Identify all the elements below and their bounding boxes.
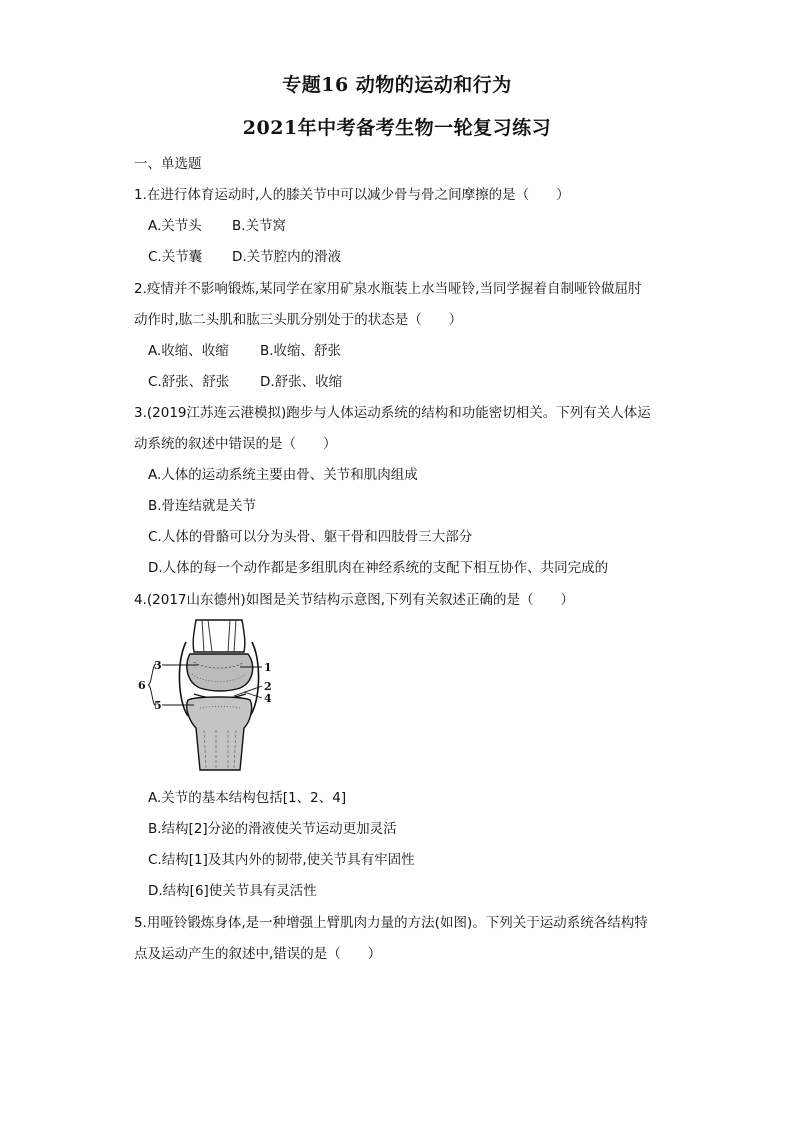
q3-option-b: B.骨连结就是关节 [148, 498, 257, 514]
label-4: 4 [264, 692, 272, 705]
label-1: 1 [264, 661, 272, 674]
q4-option-c: C.结构[1]及其内外的韧带,使关节具有牢固性 [148, 852, 415, 868]
question-2-stem-line2: 动作时,肱二头肌和肱三头肌分别处于的状态是（ ） [134, 312, 463, 328]
label-3: 3 [154, 659, 162, 672]
document-subtitle: 2021年中考备考生物一轮复习练习 [242, 117, 552, 139]
section-heading: 一、单选题 [134, 156, 202, 172]
q3-option-a: A.人体的运动系统主要由骨、关节和肌肉组成 [148, 467, 418, 483]
joint-structure-figure [134, 612, 294, 772]
question-5-stem-line1: 5.用哑铃锻炼身体,是一种增强上臂肌肉力量的方法(如图)。下列关于运动系统各结构特 [134, 915, 648, 931]
question-5-stem-line2: 点及运动产生的叙述中,错误的是（ ） [134, 946, 382, 962]
q2-option-c: C.舒张、舒张 [148, 374, 230, 390]
q1-option-a: A.关节头 [148, 218, 202, 234]
q1-option-d: D.关节腔内的滑液 [232, 249, 342, 265]
question-3-stem-line1: 3.(2019江苏连云港模拟)跑步与人体运动系统的结构和功能密切相关。下列有关人体运 [134, 405, 651, 421]
question-1-options-row2 [148, 245, 341, 265]
question-4-stem: 4.(2017山东德州)如图是关节结构示意图,下列有关叙述正确的是（ ） [134, 592, 575, 608]
q3-option-d: D.人体的每一个动作都是多组肌肉在神经系统的支配下相互协作、共同完成的 [148, 560, 609, 576]
question-1-options-row1 [148, 214, 286, 234]
q4-option-b: B.结构[2]分泌的滑液使关节运动更加灵活 [148, 821, 397, 837]
question-2-options-row2 [148, 370, 342, 390]
q4-option-d: D.结构[6]使关节具有灵活性 [148, 883, 317, 899]
q4-option-a: A.关节的基本结构包括[1、2、4] [148, 790, 347, 806]
q2-option-d: D.舒张、收缩 [260, 374, 343, 390]
question-2-options-row1 [148, 339, 341, 359]
document-title: 专题16 动物的运动和行为 [282, 74, 512, 96]
question-1-stem: 1.在进行体育运动时,人的膝关节中可以减少骨与骨之间摩擦的是（ ） [134, 187, 570, 203]
upper-bone [187, 620, 253, 691]
label-6: 6 [138, 679, 146, 692]
lower-bone [187, 697, 252, 770]
question-2-stem-line1: 2.疫情并不影响锻炼,某同学在家用矿泉水瓶装上水当哑铃,当同学握着自制哑铃做屈肘 [134, 281, 642, 297]
q3-option-c: C.人体的骨骼可以分为头骨、躯干骨和四肢骨三大部分 [148, 529, 473, 545]
q2-option-a: A.收缩、收缩 [148, 343, 229, 359]
q2-option-b: B.收缩、舒张 [260, 343, 342, 359]
label-5: 5 [154, 699, 162, 712]
question-3-stem-line2: 动系统的叙述中错误的是（ ） [134, 436, 337, 452]
label-2: 2 [264, 680, 272, 693]
q1-option-c: C.关节囊 [148, 249, 203, 265]
q1-option-b: B.关节窝 [232, 218, 287, 234]
